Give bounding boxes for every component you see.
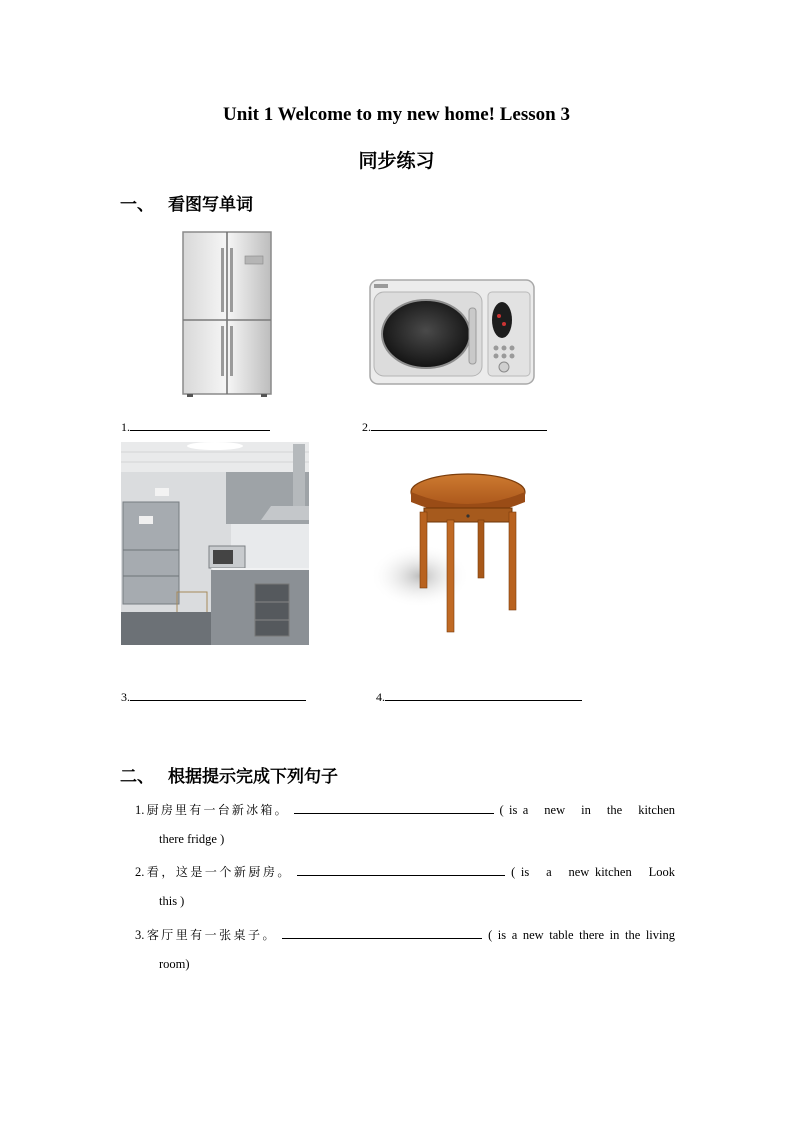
page-subtitle: 同步练习 [358, 150, 435, 172]
microwave-image [368, 278, 536, 390]
sentence-3-chinese: 客厅里有一张桌子。 [144, 928, 277, 942]
sentence-3-label: 3. [135, 928, 145, 942]
blank-2-label: 2. [362, 420, 371, 434]
sentence-3 [135, 926, 675, 943]
section-1-title: 看图写单词 [168, 195, 253, 215]
answer-blank-2[interactable] [362, 418, 547, 435]
answer-blank-1[interactable] [121, 418, 270, 435]
answer-blank-4[interactable] [376, 688, 582, 705]
page-title: Unit 1 Welcome to my new home! Lesson 3 [223, 104, 570, 125]
fridge-image [181, 230, 275, 398]
sentence-3-hint-cont: room) [159, 957, 190, 971]
sentence-1-blank[interactable] [294, 801, 494, 814]
sentence-1-hint: ( is a new in the kitchen [499, 803, 676, 817]
sentence-1-hint-cont: there fridge ) [159, 832, 225, 846]
sentence-2 [135, 863, 675, 880]
section-2-heading [120, 762, 338, 787]
section-1-heading [120, 190, 253, 215]
sentence-1-label: 1. [135, 803, 145, 817]
answer-blank-3[interactable] [121, 688, 306, 705]
blank-3-line[interactable] [130, 688, 306, 701]
kitchen-image [121, 442, 309, 645]
section-2-title: 根据提示完成下列句子 [168, 767, 338, 787]
section-2-number: 二、 [120, 767, 154, 787]
sentence-3-blank[interactable] [282, 926, 482, 939]
blank-1-line[interactable] [130, 418, 270, 431]
blank-1-label: 1. [121, 420, 130, 434]
sentence-2-blank[interactable] [297, 863, 505, 876]
sentence-1 [135, 801, 675, 818]
blank-4-line[interactable] [385, 688, 582, 701]
sentence-2-chinese: 看，这是一个新厨房。 [144, 865, 292, 879]
sentence-3-hint: ( is a new table there in the living [488, 928, 675, 942]
section-1-number: 一、 [120, 195, 154, 215]
sentence-2-hint: ( is a new kitchen Look [511, 865, 675, 879]
blank-4-label: 4. [376, 690, 385, 704]
blank-3-label: 3. [121, 690, 130, 704]
sentence-1-chinese: 厨房里有一台新冰箱。 [144, 803, 289, 817]
table-image [368, 472, 530, 634]
sentence-2-label: 2. [135, 865, 145, 879]
sentence-2-hint-cont: this ) [159, 894, 185, 908]
blank-2-line[interactable] [371, 418, 547, 431]
